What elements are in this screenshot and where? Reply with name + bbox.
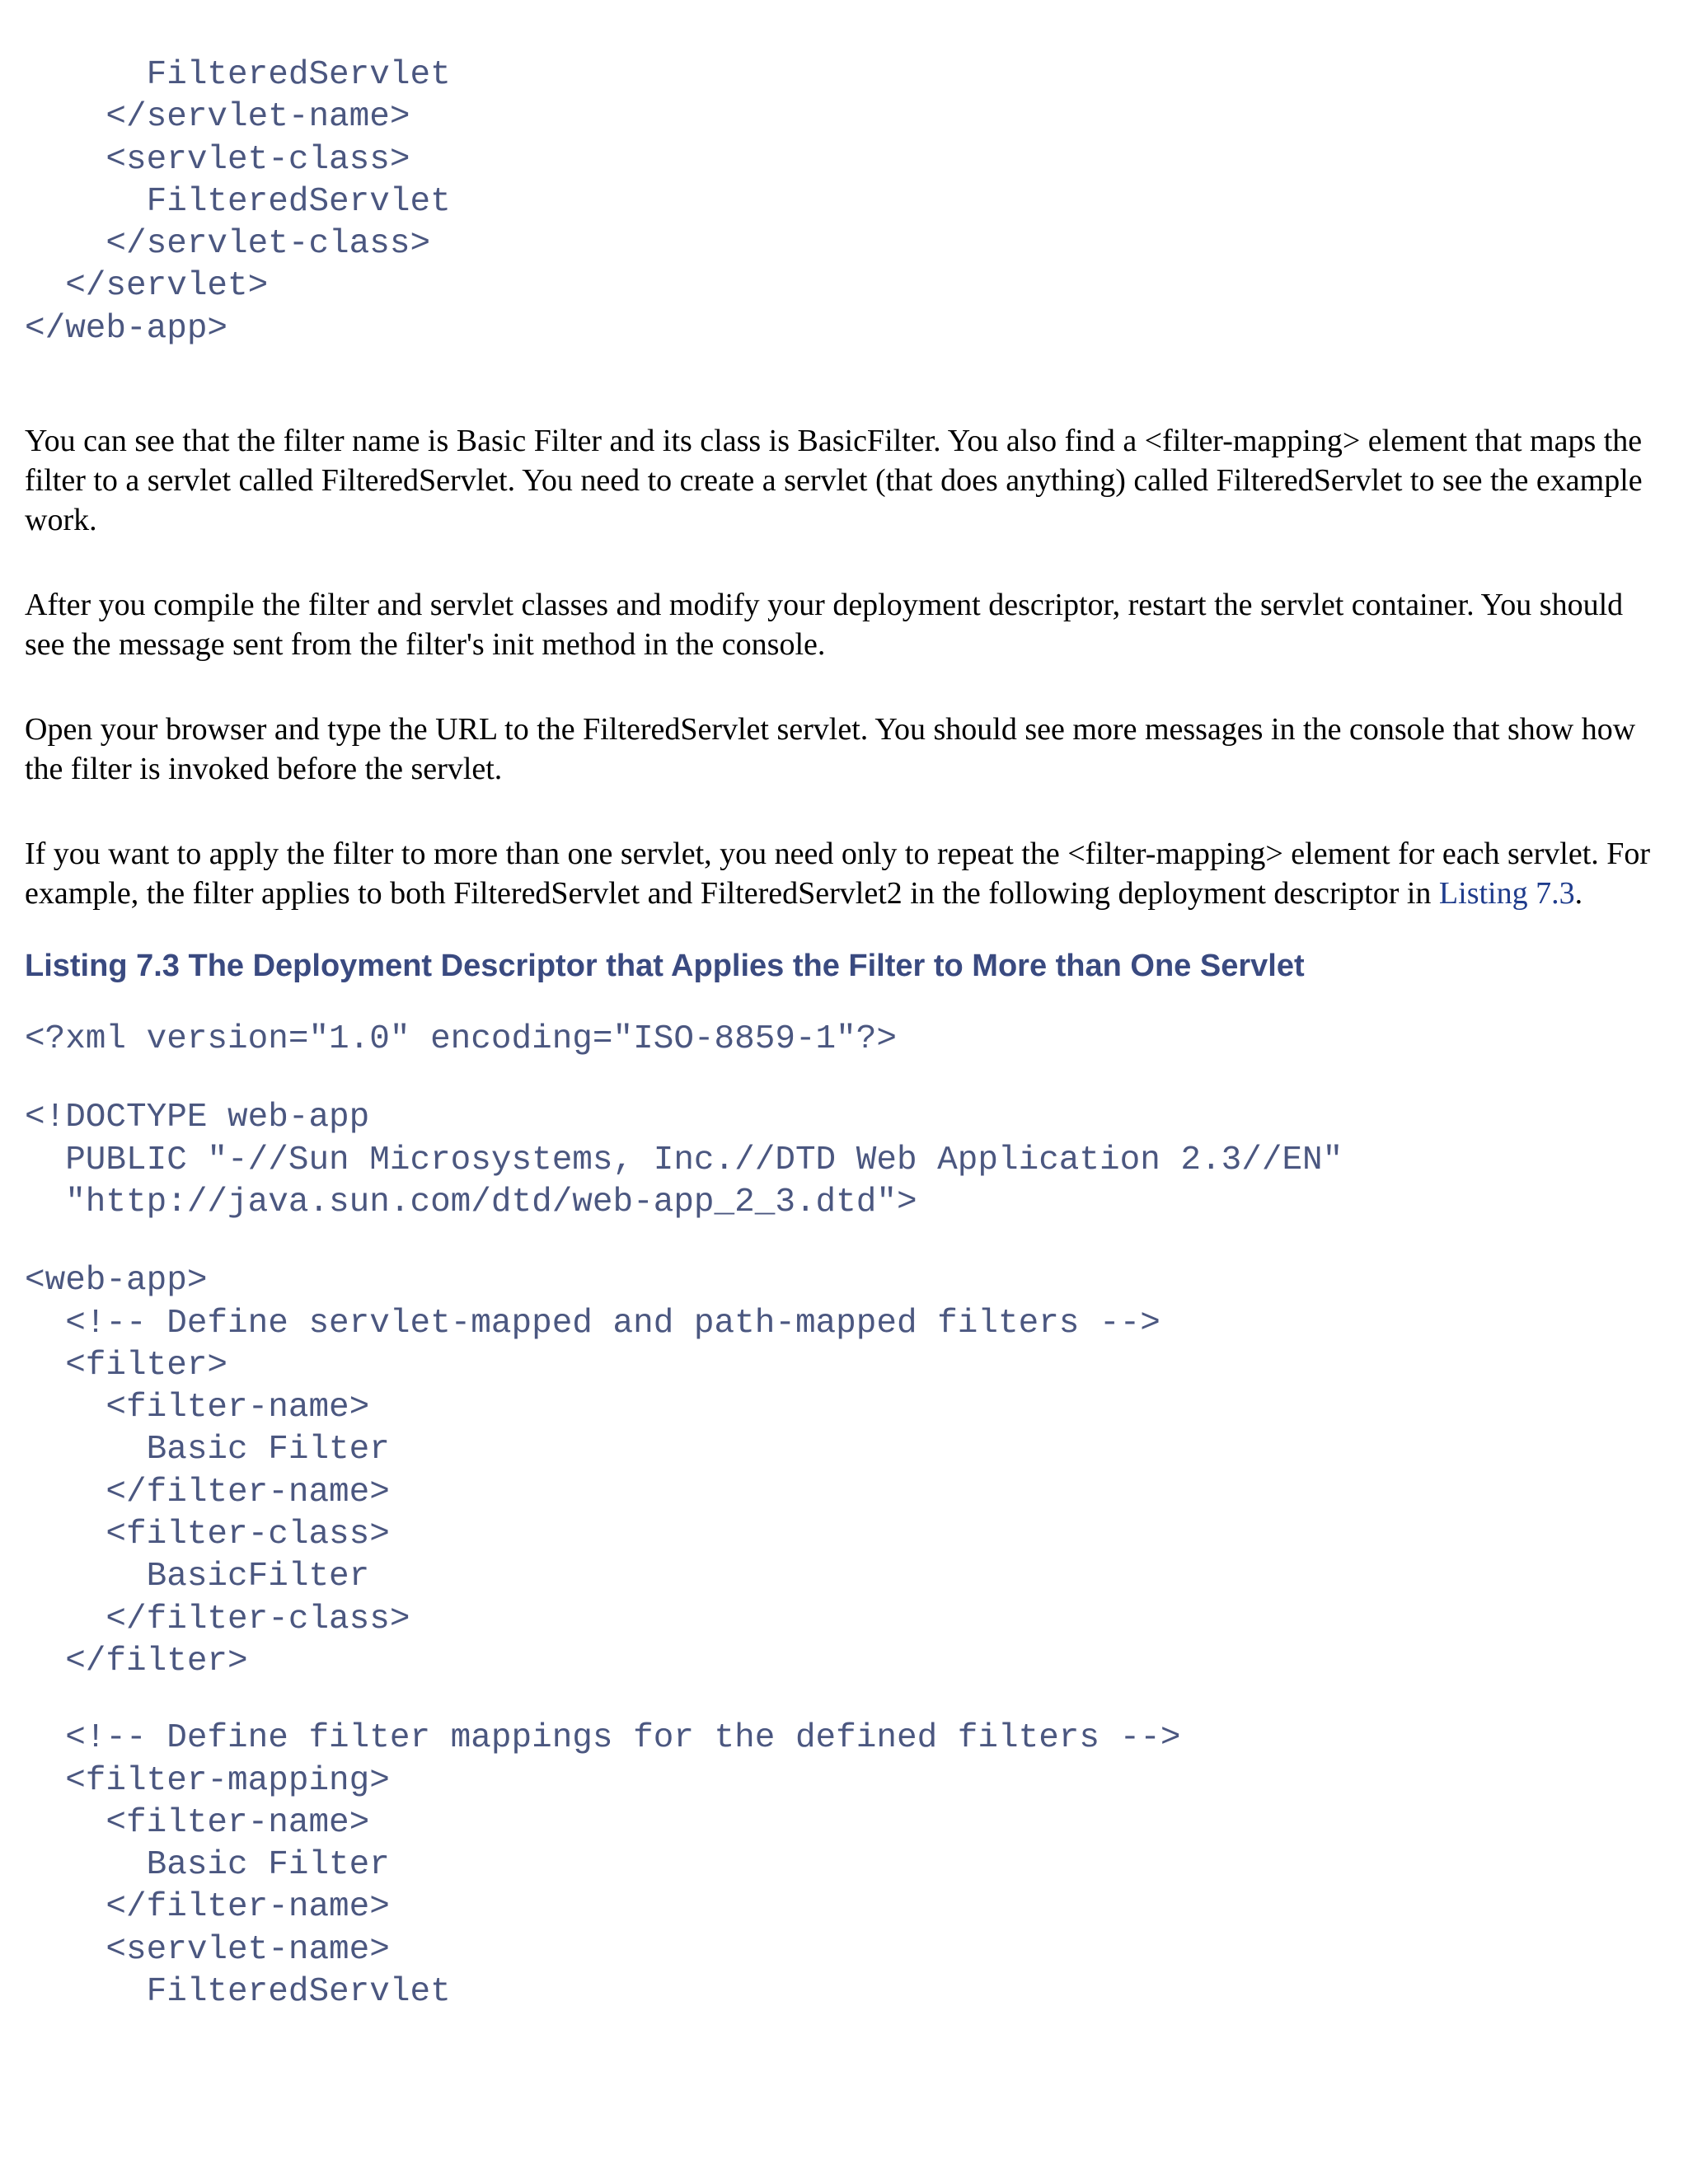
listing-7-3-link[interactable]: Listing 7.3 [1438, 876, 1575, 912]
code-block-servlet-end: FilteredServlet </servlet-name> <servlet-class> FilteredServlet </servlet-class> </servlet> </web-app> [25, 56, 451, 348]
code-doctype: <!DOCTYPE web-app PUBLIC "-//Sun Microsystems, Inc.//DTD Web Application 2.3//EN" "http://java.sun.com/dtd/web-app_2_3.dtd"> [25, 1099, 1343, 1221]
code-filter-mapping: <!-- Define filter mappings for the defined filters --> <filter-mapping> <filter-name> Basic Filter </filter-name> <servlet-name> FilteredServlet [65, 1719, 1181, 2012]
paragraph-filter-name: You can see that the filter name is Basic Filter and its class is BasicFilter. You also find a <filter-mapping> element that maps the filter to a servlet called FilteredServlet. You need to create a servlet (that does anything) called FilteredServlet to see the example work. [25, 424, 1643, 538]
paragraph-compile: After you compile the filter and servlet classes and modify your deployment descriptor, restart the servlet container. You should see the message sent from the filter's init method in the console. [25, 588, 1624, 663]
listing-title: Listing 7.3 The Deployment Descriptor that Applies the Filter to More than One Servlet [25, 949, 1305, 984]
code-web-app-filter: <web-app> <!-- Define servlet-mapped and path-mapped filters --> <filter> <filter-name> Basic Filter </filter-name> <filter-class> BasicFilter </filter-class> </filter> [25, 1262, 1160, 1680]
paragraph-multiple-servlets [25, 834, 1657, 913]
paragraph-text-end: . [1574, 876, 1583, 912]
paragraph-text: If you want to apply the filter to more than one servlet, you need only to repeat the <filter-mapping> element for each servlet. For example, the filter applies to both FilteredServlet and FilteredServlet2 in the following deployment descriptor in [25, 837, 1651, 912]
document-page [25, 54, 1657, 2013]
paragraph-open-browser: Open your browser and type the URL to the FilteredServlet servlet. You should see more messages in the console that show how the filter is invoked before the servlet. [25, 712, 1636, 787]
code-xml-prolog: <?xml version="1.0" encoding="ISO-8859-1"?> [25, 1020, 897, 1059]
